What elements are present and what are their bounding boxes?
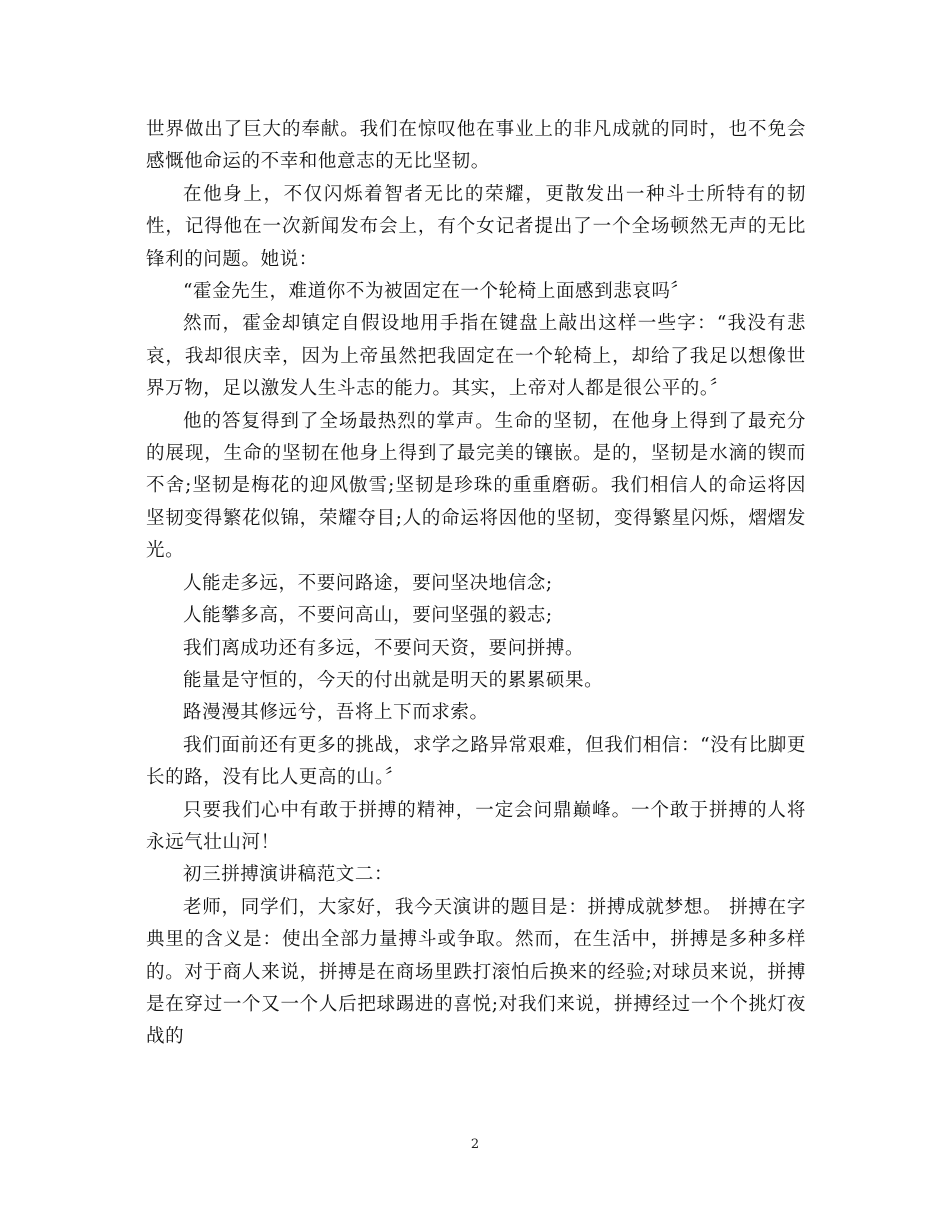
body-text [146, 114, 806, 1054]
paragraph-6: 人能走多远，不要问路途，要问坚决地信念; [183, 572, 553, 594]
section-heading: 初三拼搏演讲稿范文二： [183, 864, 394, 886]
paragraph-8: 我们离成功还有多远，不要问天资，要问拼搏。 [183, 637, 585, 659]
paragraph-9: 能量是守恒的，今天的付出就是明天的累累硕果。 [183, 669, 604, 691]
paragraph-11: 我们面前还有更多的挑战，求学之路异常艰难，但我们相信：“没有比脚更长的路，没有比人更高的山。〞 [146, 734, 806, 789]
paragraph-1: 世界做出了巨大的奉献。我们在惊叹他在事业上的非凡成就的同时，也不免会感慨他命运的不幸和他意志的无比坚韧。 [146, 119, 806, 173]
paragraph-3: “霍金先生，难道你不为被固定在一个轮椅上面感到悲哀吗〞 [183, 281, 690, 303]
page-number: 2 [470, 1137, 480, 1152]
paragraph-12: 只要我们心中有敢于拼搏的精神，一定会问鼎巅峰。一个敢于拼搏的人将永远气壮山河！ [146, 799, 806, 853]
paragraph-4: 然而，霍金却镇定自假设地用手指在键盘上敲出这样一些字：“我没有悲哀，我却很庆幸，因为上帝虽然把我固定在一个轮椅上，却给了我足以想像世界万物，足以激发人生斗志的能力。其实，上帝对人都是很公平的。〞 [146, 313, 806, 400]
paragraph-5: 他的答复得到了全场最热烈的掌声。生命的坚韧，在他身上得到了最充分的展现，生命的坚韧在他身上得到了最完美的镶嵌。是的，坚韧是水滴的锲而不舍;坚韧是梅花的迎风傲雪;坚韧是珍珠的重重磨砺。我们相信人的命运将因坚韧变得繁花似锦，荣耀夺目;人的命运将因他的坚韧，变得繁星闪烁，熠熠发光。 [146, 410, 806, 562]
paragraph-10: 路漫漫其修远兮，吾将上下而求索。 [183, 702, 489, 724]
paragraph-2: 在他身上，不仅闪烁着智者无比的荣耀，更散发出一种斗士所特有的韧性，记得他在一次新闻发布会上，有个女记者提出了一个全场顿然无声的无比锋利的问题。她说： [146, 183, 806, 270]
paragraph-14: 老师，同学们，大家好，我今天演讲的题目是：拼搏成就梦想。 拼搏在字典里的含义是：使出全部力量搏斗或争取。然而，在生活中，拼搏是多种多样的。对于商人来说，拼搏是在商场里跌打滚怕后换来的经验;对球员来说，拼搏是在穿过一个又一个人后把球踢进的喜悦;对我们来说，拼搏经过一个个挑灯夜战的 [146, 896, 806, 1048]
paragraph-7: 人能攀多高，不要问高山，要问坚强的毅志; [183, 605, 553, 627]
